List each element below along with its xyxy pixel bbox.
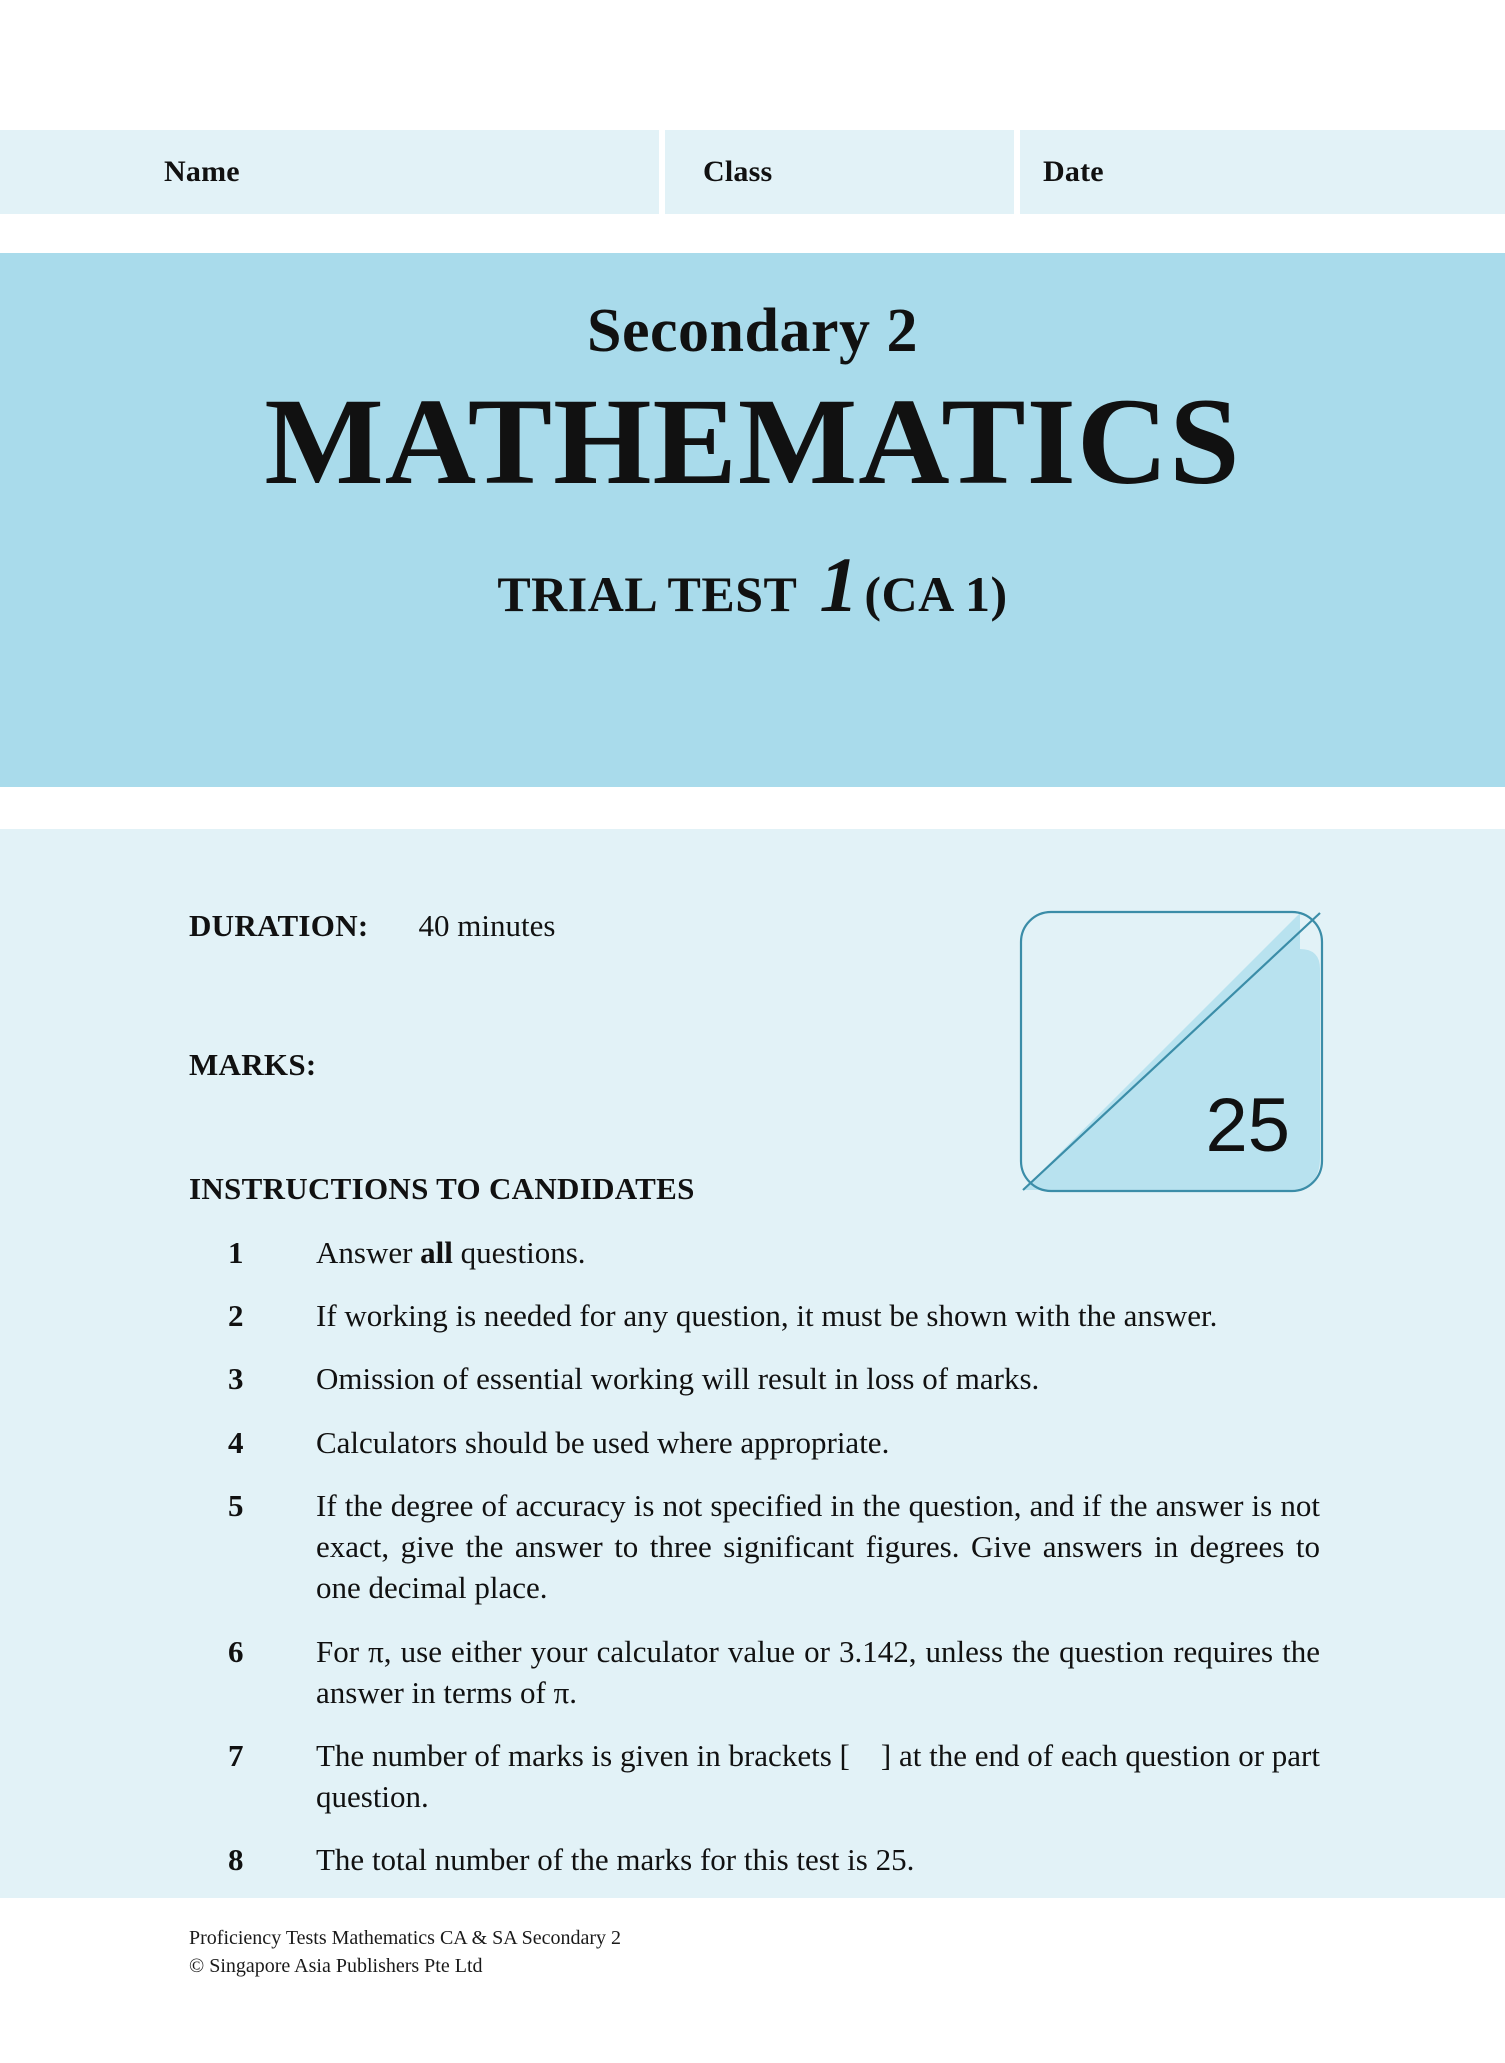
instruction-text: Answer all questions. xyxy=(316,1235,586,1270)
duration-row xyxy=(189,908,555,944)
instruction-text: If the degree of accuracy is not specified in the question, and if the answer is not exact, give the answer to three significant figures. Give answers in degrees to one decimal place. xyxy=(316,1487,1320,1606)
instruction-number: 2 xyxy=(228,1298,244,1334)
title-banner xyxy=(0,253,1505,787)
instruction-number: 5 xyxy=(228,1487,244,1523)
list-item xyxy=(228,1735,1320,1817)
footer xyxy=(189,1925,621,1980)
class-label: Class xyxy=(703,155,773,188)
trial-test-label: TRIAL TEST xyxy=(497,566,798,623)
subject-title: MATHEMATICS xyxy=(264,373,1241,511)
instruction-text: The total number of the marks for this test is 25. xyxy=(316,1842,915,1878)
instructions-heading: INSTRUCTIONS TO CANDIDATES xyxy=(189,1171,695,1206)
date-field[interactable] xyxy=(1020,130,1505,214)
instruction-number: 3 xyxy=(228,1361,244,1397)
class-field[interactable] xyxy=(665,130,1014,214)
instructions-panel xyxy=(0,829,1505,1898)
footer-copyright-line: © Singapore Asia Publishers Pte Ltd xyxy=(189,1954,483,1977)
instruction-text: For π, use either your calculator value or 3.142, unless the question requires the answer in terms of π. xyxy=(316,1633,1320,1710)
list-item xyxy=(228,1232,1320,1273)
list-item xyxy=(228,1485,1320,1609)
student-info-header xyxy=(0,130,1505,214)
instruction-text: Calculators should be used where appropriate. xyxy=(316,1424,890,1460)
duration-label: DURATION: xyxy=(189,908,369,943)
name-label: Name xyxy=(164,155,240,188)
duration-value: 40 minutes xyxy=(418,908,556,943)
level-title: Secondary 2 xyxy=(587,297,918,365)
instruction-number: 8 xyxy=(228,1842,244,1878)
instruction-number: 1 xyxy=(228,1235,244,1270)
date-label: Date xyxy=(1043,155,1104,188)
list-item xyxy=(228,1295,1320,1336)
paper-code-label: (CA 1) xyxy=(864,566,1008,623)
instruction-number: 4 xyxy=(228,1424,244,1460)
list-item xyxy=(228,1422,1320,1463)
marks-score-box[interactable] xyxy=(1019,909,1324,1194)
instruction-number: 7 xyxy=(228,1737,244,1773)
instruction-number: 6 xyxy=(228,1633,244,1669)
list-item xyxy=(228,1358,1320,1399)
test-number: 1 xyxy=(819,541,859,629)
marks-label: MARKS: xyxy=(189,1047,317,1082)
instructions-list xyxy=(228,1232,1320,1903)
footer-title-line: Proficiency Tests Mathematics CA & SA Secondary 2 xyxy=(189,1927,622,1949)
marks-row xyxy=(189,1047,317,1083)
test-title-line xyxy=(0,510,1505,629)
marks-total-value: 25 xyxy=(1205,1083,1290,1168)
name-field[interactable] xyxy=(0,130,659,214)
instruction-text: Omission of essential working will result in loss of marks. xyxy=(316,1361,1040,1397)
list-item xyxy=(228,1631,1320,1713)
instruction-text: If working is needed for any question, it must be shown with the answer. xyxy=(316,1298,1218,1334)
instruction-text: The number of marks is given in brackets [ ] at the end of each question or part question. xyxy=(316,1737,1320,1815)
list-item xyxy=(228,1839,1320,1880)
